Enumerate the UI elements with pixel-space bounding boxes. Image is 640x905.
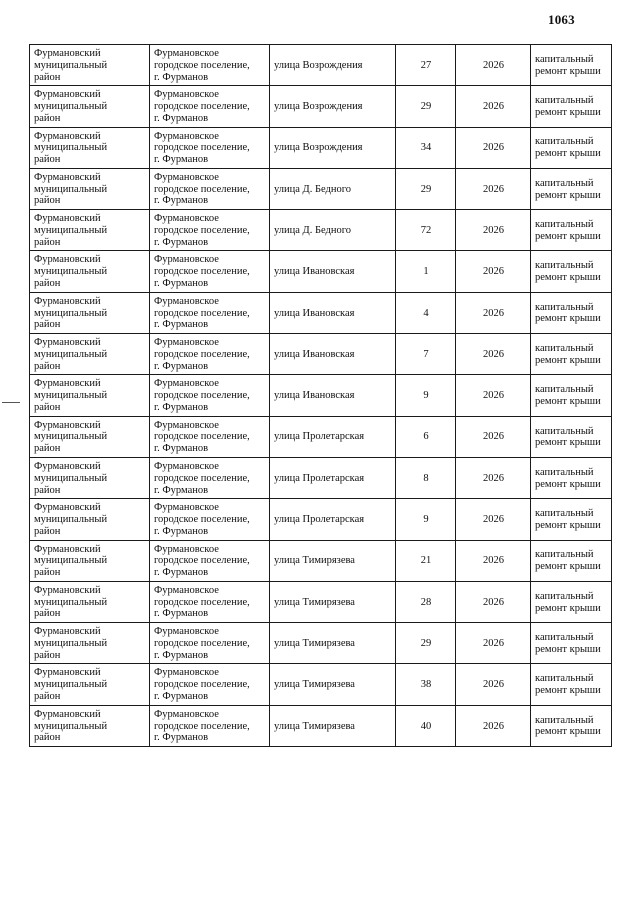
cell-settlement xyxy=(150,499,270,540)
cell-house-number: 72 xyxy=(396,210,456,251)
cell-settlement xyxy=(150,210,270,251)
cell-settlement xyxy=(150,581,270,622)
cell-work-type xyxy=(531,705,612,746)
table-row xyxy=(30,457,612,498)
cell-house-number: 6 xyxy=(396,416,456,457)
cell-district-line: Фурмановский xyxy=(34,295,101,307)
cell-district xyxy=(30,292,150,333)
cell-settlement-line: г. Фурманов xyxy=(154,691,209,702)
cell-street: улица Возрождения xyxy=(270,45,396,86)
cell-work-type xyxy=(531,127,612,168)
cell-house-number: 4 xyxy=(396,292,456,333)
cell-settlement-line: городское поселение, xyxy=(154,183,250,195)
cell-settlement-line: городское поселение, xyxy=(154,596,250,608)
cell-settlement-line: городское поселение, xyxy=(154,514,250,526)
cell-year: 2026 xyxy=(456,623,531,664)
cell-work-type-line: ремонт крыши xyxy=(535,478,601,490)
cell-work-type-line: капитальный xyxy=(535,136,594,148)
cell-district-line: муниципальный xyxy=(34,431,108,443)
cell-street: улица Возрождения xyxy=(270,127,396,168)
cell-work-type xyxy=(531,168,612,209)
cell-settlement-line: городское поселение, xyxy=(154,472,250,484)
cell-district-line: муниципальный xyxy=(34,348,108,360)
cell-district xyxy=(30,581,150,622)
cell-work-type xyxy=(531,86,612,127)
cell-settlement-line: городское поселение, xyxy=(154,431,250,443)
cell-street: улица Ивановская xyxy=(270,334,396,375)
cell-street: улица Тимирязева xyxy=(270,664,396,705)
cell-settlement-line: Фурмановское xyxy=(154,626,219,638)
table-row xyxy=(30,375,612,416)
cell-settlement xyxy=(150,416,270,457)
cell-district xyxy=(30,334,150,375)
cell-work-type-line: капитальный xyxy=(535,219,594,231)
table-row xyxy=(30,251,612,292)
cell-district-line: район xyxy=(34,443,61,455)
cell-house-number: 29 xyxy=(396,86,456,127)
table-row xyxy=(30,664,612,705)
cell-settlement-line: городское поселение, xyxy=(154,224,250,236)
cell-settlement-line: городское поселение, xyxy=(154,679,250,691)
cell-street: улица Возрождения xyxy=(270,86,396,127)
table-row xyxy=(30,292,612,333)
cell-work-type xyxy=(531,416,612,457)
cell-district-line: Фурмановский xyxy=(34,378,101,390)
cell-district-line: муниципальный xyxy=(34,679,108,691)
cell-district xyxy=(30,705,150,746)
cell-district xyxy=(30,499,150,540)
cell-work-type-line: капитальный xyxy=(535,342,594,354)
cell-house-number: 28 xyxy=(396,581,456,622)
cell-district-line: муниципальный xyxy=(34,555,108,567)
cell-district-line: район xyxy=(34,71,61,83)
cell-settlement-line: г. Фурманов xyxy=(154,71,209,83)
cell-settlement-line: городское поселение, xyxy=(154,266,250,278)
cell-settlement-line: г. Фурманов xyxy=(154,525,209,537)
cell-district-line: Фурмановский xyxy=(34,708,101,720)
cell-settlement xyxy=(150,540,270,581)
cell-year: 2026 xyxy=(456,45,531,86)
cell-settlement-line: г. Фурманов xyxy=(154,360,209,372)
cell-year: 2026 xyxy=(456,375,531,416)
cell-street: улица Тимирязева xyxy=(270,540,396,581)
cell-work-type-line: капитальный xyxy=(535,673,594,685)
cell-district-line: Фурмановский xyxy=(34,419,101,431)
cell-district xyxy=(30,45,150,86)
cell-settlement-line: городское поселение, xyxy=(154,555,250,567)
cell-house-number: 29 xyxy=(396,168,456,209)
cell-street: улица Д. Бедного xyxy=(270,168,396,209)
cell-settlement xyxy=(150,375,270,416)
cell-district-line: Фурмановский xyxy=(34,171,101,183)
cell-settlement xyxy=(150,457,270,498)
cell-district xyxy=(30,540,150,581)
cell-house-number: 27 xyxy=(396,45,456,86)
cell-settlement xyxy=(150,251,270,292)
cell-work-type xyxy=(531,457,612,498)
cell-district xyxy=(30,251,150,292)
cell-settlement-line: Фурмановское xyxy=(154,213,219,225)
cell-settlement-line: Фурмановское xyxy=(154,460,219,472)
cell-work-type xyxy=(531,334,612,375)
cell-house-number: 9 xyxy=(396,375,456,416)
table-row xyxy=(30,127,612,168)
cell-work-type-line: ремонт крыши xyxy=(535,726,601,738)
cell-work-type xyxy=(531,540,612,581)
cell-district xyxy=(30,457,150,498)
cell-year: 2026 xyxy=(456,457,531,498)
cell-district-line: район xyxy=(34,236,61,248)
cell-settlement xyxy=(150,127,270,168)
cell-settlement-line: г. Фурманов xyxy=(154,649,209,661)
cell-work-type-line: капитальный xyxy=(535,301,594,313)
cell-district-line: Фурмановский xyxy=(34,584,101,596)
cell-settlement-line: г. Фурманов xyxy=(154,195,209,207)
cell-district-line: район xyxy=(34,484,61,496)
cell-settlement xyxy=(150,705,270,746)
cell-settlement-line: городское поселение, xyxy=(154,307,250,319)
cell-district-line: муниципальный xyxy=(34,59,108,71)
cell-district-line: муниципальный xyxy=(34,183,108,195)
cell-work-type xyxy=(531,499,612,540)
cell-settlement-line: Фурмановское xyxy=(154,502,219,514)
cell-year: 2026 xyxy=(456,86,531,127)
cell-district-line: район xyxy=(34,567,61,579)
cell-work-type xyxy=(531,664,612,705)
cell-district-line: район xyxy=(34,360,61,372)
table-row xyxy=(30,168,612,209)
cell-year: 2026 xyxy=(456,292,531,333)
cell-district-line: Фурмановский xyxy=(34,254,101,266)
cell-district xyxy=(30,664,150,705)
cell-district-line: муниципальный xyxy=(34,472,108,484)
cell-work-type xyxy=(531,581,612,622)
cell-work-type-line: ремонт крыши xyxy=(535,561,601,573)
cell-work-type-line: ремонт крыши xyxy=(535,313,601,325)
cell-settlement-line: Фурмановское xyxy=(154,89,219,101)
cell-district xyxy=(30,623,150,664)
cell-house-number: 21 xyxy=(396,540,456,581)
cell-district xyxy=(30,375,150,416)
cell-work-type-line: капитальный xyxy=(535,466,594,478)
cell-settlement-line: Фурмановское xyxy=(154,419,219,431)
cell-settlement-line: г. Фурманов xyxy=(154,443,209,455)
cell-settlement-line: Фурмановское xyxy=(154,47,219,59)
cell-house-number: 40 xyxy=(396,705,456,746)
cell-work-type-line: ремонт крыши xyxy=(535,65,601,77)
cell-district-line: район xyxy=(34,649,61,661)
repair-schedule-table xyxy=(29,44,612,747)
cell-district-line: Фурмановский xyxy=(34,130,101,142)
table-row xyxy=(30,540,612,581)
cell-district xyxy=(30,210,150,251)
cell-work-type-line: капитальный xyxy=(535,590,594,602)
page-number: 1063 xyxy=(548,12,575,27)
cell-work-type-line: ремонт крыши xyxy=(535,685,601,697)
cell-district-line: район xyxy=(34,112,61,124)
cell-year: 2026 xyxy=(456,705,531,746)
cell-settlement-line: Фурмановское xyxy=(154,295,219,307)
cell-house-number: 7 xyxy=(396,334,456,375)
table-row xyxy=(30,45,612,86)
cell-work-type-line: ремонт крыши xyxy=(535,519,601,531)
cell-work-type-line: ремонт крыши xyxy=(535,189,601,201)
cell-work-type-line: ремонт крыши xyxy=(535,437,601,449)
cell-street: улица Пролетарская xyxy=(270,499,396,540)
cell-street: улица Пролетарская xyxy=(270,416,396,457)
cell-street: улица Тимирязева xyxy=(270,705,396,746)
cell-work-type xyxy=(531,623,612,664)
cell-house-number: 1 xyxy=(396,251,456,292)
cell-settlement-line: Фурмановское xyxy=(154,543,219,555)
cell-district-line: муниципальный xyxy=(34,596,108,608)
cell-district-line: муниципальный xyxy=(34,266,108,278)
cell-house-number: 34 xyxy=(396,127,456,168)
table-row xyxy=(30,210,612,251)
cell-work-type-line: капитальный xyxy=(535,425,594,437)
cell-district-line: Фурмановский xyxy=(34,502,101,514)
cell-settlement-line: г. Фурманов xyxy=(154,567,209,579)
cell-house-number: 29 xyxy=(396,623,456,664)
cell-district-line: район xyxy=(34,195,61,207)
cell-district-line: муниципальный xyxy=(34,514,108,526)
cell-street: улица Ивановская xyxy=(270,375,396,416)
cell-settlement-line: г. Фурманов xyxy=(154,154,209,166)
cell-district-line: район xyxy=(34,319,61,331)
cell-district-line: муниципальный xyxy=(34,390,108,402)
cell-district-line: район xyxy=(34,154,61,166)
cell-settlement-line: городское поселение, xyxy=(154,720,250,732)
cell-district-line: район xyxy=(34,732,61,744)
cell-settlement-line: г. Фурманов xyxy=(154,608,209,620)
cell-street: улица Тимирязева xyxy=(270,581,396,622)
scan-artifact-mark xyxy=(2,402,20,403)
cell-settlement xyxy=(150,168,270,209)
cell-year: 2026 xyxy=(456,168,531,209)
cell-settlement-line: Фурмановское xyxy=(154,708,219,720)
cell-district-line: муниципальный xyxy=(34,637,108,649)
cell-settlement xyxy=(150,86,270,127)
cell-district-line: Фурмановский xyxy=(34,89,101,101)
table-row xyxy=(30,705,612,746)
cell-settlement-line: городское поселение, xyxy=(154,348,250,360)
cell-work-type-line: капитальный xyxy=(535,53,594,65)
cell-work-type-line: ремонт крыши xyxy=(535,643,601,655)
cell-settlement-line: г. Фурманов xyxy=(154,732,209,744)
cell-district-line: район xyxy=(34,525,61,537)
cell-work-type-line: капитальный xyxy=(535,508,594,520)
cell-street: улица Пролетарская xyxy=(270,457,396,498)
cell-year: 2026 xyxy=(456,127,531,168)
cell-house-number: 9 xyxy=(396,499,456,540)
cell-work-type-line: ремонт крыши xyxy=(535,272,601,284)
table-row xyxy=(30,86,612,127)
cell-settlement-line: Фурмановское xyxy=(154,337,219,349)
table-row xyxy=(30,581,612,622)
cell-settlement-line: Фурмановское xyxy=(154,584,219,596)
cell-work-type-line: капитальный xyxy=(535,549,594,561)
cell-settlement xyxy=(150,334,270,375)
cell-year: 2026 xyxy=(456,416,531,457)
cell-work-type-line: капитальный xyxy=(535,384,594,396)
table-row xyxy=(30,499,612,540)
cell-settlement xyxy=(150,45,270,86)
cell-year: 2026 xyxy=(456,540,531,581)
cell-district-line: район xyxy=(34,401,61,413)
cell-settlement xyxy=(150,623,270,664)
cell-street: улица Ивановская xyxy=(270,292,396,333)
cell-district-line: Фурмановский xyxy=(34,213,101,225)
cell-district-line: район xyxy=(34,278,61,290)
cell-year: 2026 xyxy=(456,499,531,540)
cell-settlement xyxy=(150,292,270,333)
table-row xyxy=(30,334,612,375)
cell-settlement-line: г. Фурманов xyxy=(154,278,209,290)
cell-district-line: Фурмановский xyxy=(34,460,101,472)
cell-street: улица Ивановская xyxy=(270,251,396,292)
cell-district xyxy=(30,416,150,457)
cell-district-line: муниципальный xyxy=(34,307,108,319)
cell-settlement-line: городское поселение, xyxy=(154,142,250,154)
cell-work-type-line: капитальный xyxy=(535,177,594,189)
cell-settlement-line: городское поселение, xyxy=(154,59,250,71)
cell-district-line: Фурмановский xyxy=(34,337,101,349)
cell-settlement xyxy=(150,664,270,705)
cell-settlement-line: Фурмановское xyxy=(154,130,219,142)
table-row xyxy=(30,623,612,664)
cell-work-type-line: капитальный xyxy=(535,95,594,107)
cell-district-line: Фурмановский xyxy=(34,626,101,638)
cell-district-line: район xyxy=(34,691,61,702)
cell-work-type-line: капитальный xyxy=(535,714,594,726)
cell-street: улица Д. Бедного xyxy=(270,210,396,251)
cell-house-number: 8 xyxy=(396,457,456,498)
cell-work-type-line: капитальный xyxy=(535,632,594,643)
cell-settlement-line: городское поселение, xyxy=(154,390,250,402)
cell-work-type-line: ремонт крыши xyxy=(535,396,601,408)
cell-work-type-line: ремонт крыши xyxy=(535,354,601,366)
cell-year: 2026 xyxy=(456,581,531,622)
cell-year: 2026 xyxy=(456,210,531,251)
cell-settlement-line: городское поселение, xyxy=(154,101,250,113)
cell-settlement-line: г. Фурманов xyxy=(154,112,209,124)
cell-work-type xyxy=(531,45,612,86)
cell-year: 2026 xyxy=(456,334,531,375)
cell-settlement-line: Фурмановское xyxy=(154,171,219,183)
cell-district-line: муниципальный xyxy=(34,720,108,732)
cell-settlement-line: г. Фурманов xyxy=(154,236,209,248)
cell-street: улица Тимирязева xyxy=(270,623,396,664)
cell-work-type-line: ремонт крыши xyxy=(535,106,601,118)
cell-district-line: Фурмановский xyxy=(34,667,101,679)
cell-house-number: 38 xyxy=(396,664,456,705)
cell-settlement-line: г. Фурманов xyxy=(154,484,209,496)
cell-district-line: Фурмановский xyxy=(34,543,101,555)
table-body xyxy=(30,45,612,747)
cell-work-type xyxy=(531,210,612,251)
cell-district-line: муниципальный xyxy=(34,101,108,113)
cell-district-line: муниципальный xyxy=(34,224,108,236)
cell-district xyxy=(30,86,150,127)
cell-settlement-line: Фурмановское xyxy=(154,667,219,679)
cell-work-type-line: ремонт крыши xyxy=(535,602,601,614)
table-row xyxy=(30,416,612,457)
cell-settlement-line: городское поселение, xyxy=(154,637,250,649)
cell-district-line: Фурмановский xyxy=(34,47,101,59)
cell-district xyxy=(30,127,150,168)
cell-district xyxy=(30,168,150,209)
cell-settlement-line: Фурмановское xyxy=(154,378,219,390)
cell-year: 2026 xyxy=(456,251,531,292)
cell-work-type-line: ремонт крыши xyxy=(535,230,601,242)
cell-district-line: муниципальный xyxy=(34,142,108,154)
cell-work-type xyxy=(531,375,612,416)
cell-work-type xyxy=(531,251,612,292)
cell-work-type-line: капитальный xyxy=(535,260,594,272)
cell-work-type-line: ремонт крыши xyxy=(535,148,601,160)
cell-year: 2026 xyxy=(456,664,531,705)
cell-settlement-line: г. Фурманов xyxy=(154,319,209,331)
cell-settlement-line: г. Фурманов xyxy=(154,401,209,413)
cell-district-line: район xyxy=(34,608,61,620)
cell-settlement-line: Фурмановское xyxy=(154,254,219,266)
cell-work-type xyxy=(531,292,612,333)
